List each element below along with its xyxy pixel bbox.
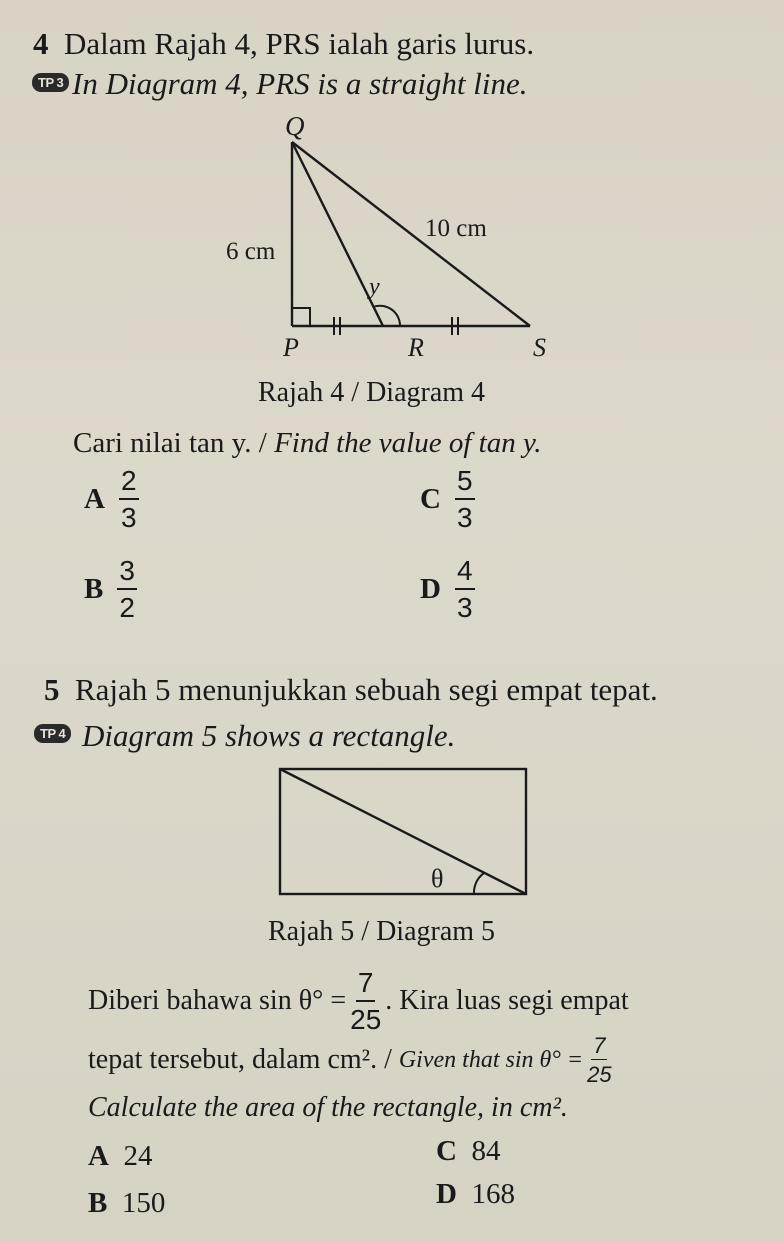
q4-question xyxy=(73,427,541,460)
q5-option-a[interactable]: A 24 xyxy=(88,1140,153,1172)
q4-question-malay: Cari nilai tan y. / xyxy=(73,427,267,459)
q4-option-d[interactable]: D $\frac{4}{3}$ xyxy=(420,555,473,624)
q4-triangle-diagram xyxy=(0,0,784,400)
q5-number: 5 xyxy=(44,672,60,707)
q4-malay-text: Dalam Rajah 4, PRS ialah garis lurus. xyxy=(64,26,535,61)
label-q: Q xyxy=(285,111,305,141)
diagonal xyxy=(280,769,526,894)
q5-line3: Calculate the area of the rectangle, in cm². xyxy=(88,1092,568,1123)
label-y: y xyxy=(369,274,380,300)
right-angle-marker xyxy=(292,308,310,326)
q5-option-b[interactable]: B 150 xyxy=(88,1187,166,1219)
label-side-pq: 6 cm xyxy=(226,238,276,265)
q5-caption: Rajah 5 / Diagram 5 xyxy=(268,916,496,947)
q4-option-c[interactable]: C $\frac{5}{3}$ xyxy=(420,465,473,534)
q4-option-b[interactable]: B $\frac{3}{2}$ xyxy=(84,555,135,624)
label-theta: θ xyxy=(431,864,444,893)
q4-option-a[interactable]: A $\frac{2}{3}$ xyxy=(84,465,137,534)
side-qs xyxy=(292,142,530,326)
q4-caption: Rajah 4 / Diagram 4 xyxy=(258,377,486,408)
label-p: P xyxy=(283,333,299,362)
q5-malay-text: Rajah 5 menunjukkan sebuah segi empat tepat. xyxy=(75,672,658,707)
label-r: R xyxy=(408,333,424,362)
q4-question-english: Find the value of tan y. xyxy=(274,427,542,459)
label-side-qs: 10 cm xyxy=(425,215,487,242)
q4-tp-badge: TP 3 xyxy=(32,73,69,92)
label-s: S xyxy=(533,333,546,362)
q5-rectangle-diagram xyxy=(0,740,784,910)
q5-line2: tepat tersebut, dalam cm². / Given that sin θ° = $\frac{7}{25}$ xyxy=(88,1033,612,1088)
q5-english-text: Diagram 5 shows a rectangle. xyxy=(82,718,456,753)
q5-option-d[interactable]: D 168 xyxy=(436,1178,515,1210)
q5-given-line: Diberi bahawa sin θ° = $\frac{7}{25}$ . Kira luas segi empat xyxy=(88,967,629,1036)
q4-english-text: In Diagram 4, PRS is a straight line. xyxy=(72,66,528,101)
angle-theta-arc xyxy=(474,873,484,894)
q5-tp-badge: TP 4 xyxy=(34,724,71,743)
q5-option-c[interactable]: C 84 xyxy=(436,1135,501,1167)
q4-number: 4 xyxy=(33,26,49,61)
